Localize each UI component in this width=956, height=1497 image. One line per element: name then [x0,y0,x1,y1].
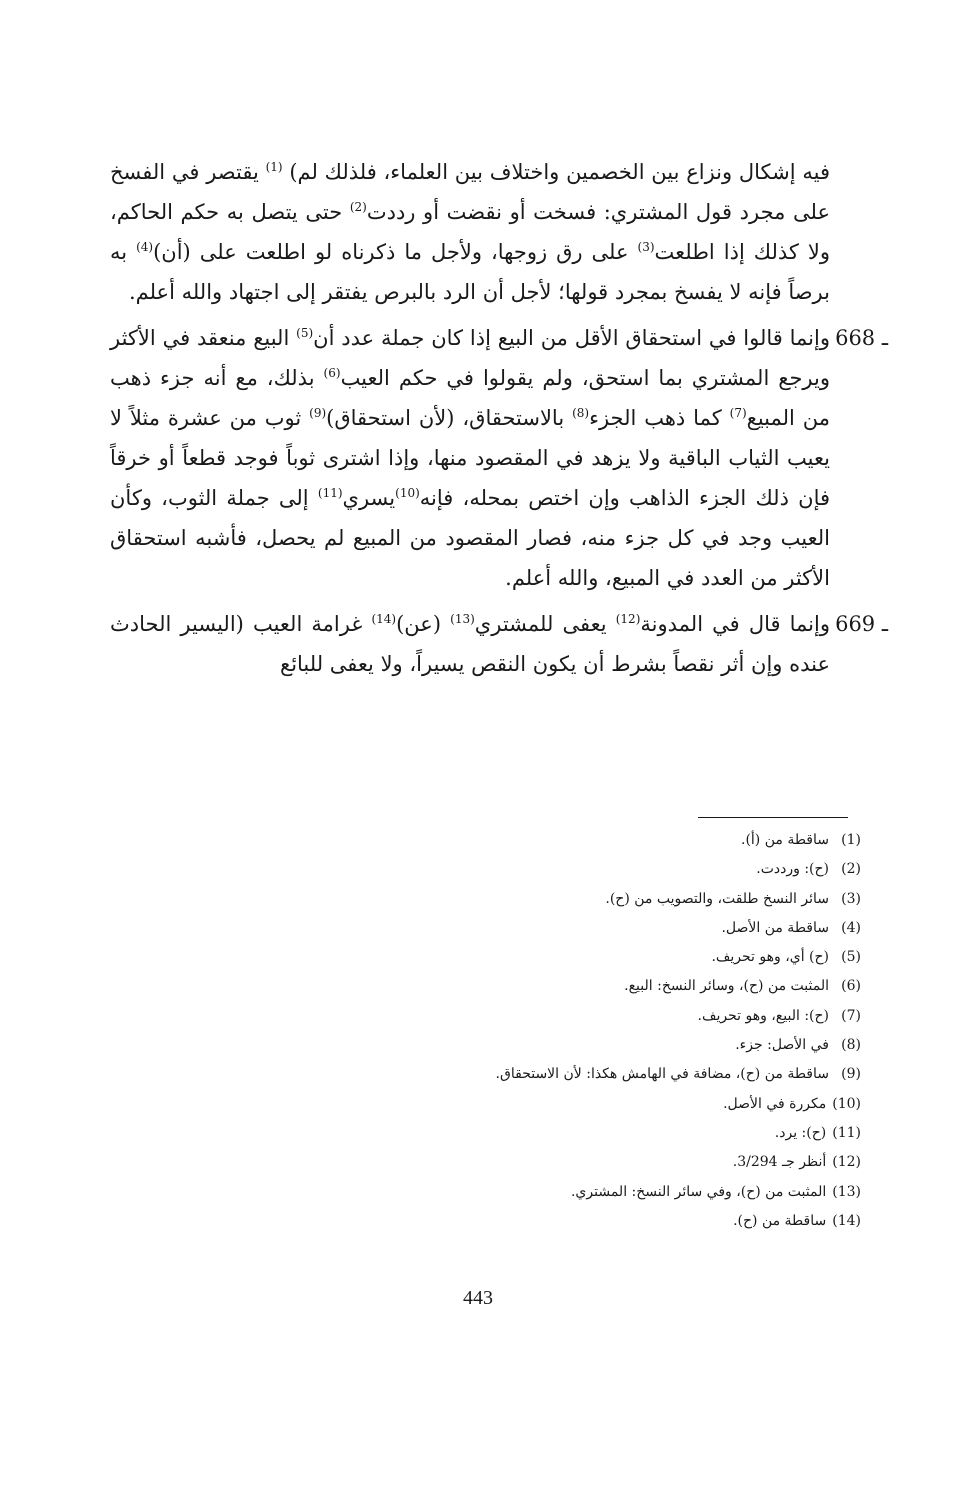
paragraph-text: (عن) [396,612,451,636]
paragraph-number: 668 ـ [835,326,888,350]
footnote-text: أنظر جـ 3/294. [732,1154,827,1171]
footnote-number: (9) [841,1066,861,1083]
paragraph-text: حتى يتصل به حكم الحاكم، ولا كذلك إذا اطلعت [110,200,830,264]
footnote-item [361,1090,861,1119]
paragraph-text: وإنما قال في المدونة [640,612,830,636]
footnote-number: (7) [841,1007,861,1024]
paragraph-text: به برصاً فإنه لا يفسخ بمجرد قولها؛ لأجل أن الرد بالبرص يفتقر إلى اجتهاد والله أعلم. [110,240,830,304]
footnote-ref[interactable]: (13) [450,612,475,626]
paragraph-text: إلى جملة الثوب، وكأن العيب وجد في كل جزء منه، فصار المقصود من المبيع لم يحصل، فأشبه استحقاق الأكثر من العدد في المبيع، والله أعلم. [110,486,830,590]
footnote-text: المثبت من (ح)، وفي سائر النسخ: المشتري. [570,1183,827,1200]
footnote-item [361,1060,861,1089]
footnote-text: مكررة في الأصل. [723,1095,827,1112]
paragraph [110,152,830,312]
footnote-text: المثبت من (ح)، وسائر النسخ: البيع. [624,978,829,995]
footnote-ref[interactable]: (12) [615,612,641,626]
paragraph-text: غرامة العيب (اليسير الحادث عنده وإن أثر نقصاً بشرط أن يكون النقص يسيراً، ولا يعفى للبائع [110,612,830,676]
paragraph-text: يعفى للمشتري [474,612,616,636]
main-text-body [110,152,888,690]
footnote-number: (10) [832,1095,861,1112]
footnote-item [361,855,861,884]
footnote-text: سائر النسخ طلقت، والتصويب من (ح). [605,890,829,907]
footnote-text: ساقطة من (أ). [741,832,829,848]
footnote-item [361,1178,861,1207]
footnote-item [361,885,861,914]
paragraph-text: على رق زوجها، ولأجل ما ذكرناه لو اطلعت على (أن) [153,240,638,264]
footnote-item [361,914,861,943]
footnote-item [361,943,861,972]
footnote-ref[interactable]: (9) [309,406,327,420]
paragraph-text: يقتصر في الفسخ على مجرد قول المشتري: فسخت أو نقضت أو رددت [110,160,830,224]
paragraph [110,604,888,684]
footnote-number: (6) [841,978,861,995]
paragraph-text: ثوب من عشرة مثلاً لا يعيب الثياب الباقية ولا يزهد في المقصود منها، وإذا اشترى ثوباً فوجد قطعاً أو خرقاً فإن ذلك الجزء الذاهب وإن اختص بمحله، فإنه [110,406,831,510]
footnote-ref[interactable]: (10) [395,486,420,500]
paragraph-text: بذلك، مع أنه جزء ذهب من المبيع [110,366,830,430]
footnote-number: (11) [832,1124,861,1141]
footnote-ref[interactable]: (3) [637,240,655,254]
footnote-number: (3) [841,890,861,907]
footnote-text: ساقطة من الأصل. [721,919,829,936]
footnote-text: ساقطة من (ح). [733,1212,827,1229]
footnote-divider [698,817,848,818]
footnote-number: (2) [841,861,861,878]
footnote-number: (8) [841,1037,861,1054]
paragraph-text: فيه إشكال ونزاع بين الخصمين واختلاف بين العلماء، فلذلك لم) [282,160,830,184]
footnote-item [361,972,861,1001]
footnotes-list [361,826,861,1236]
footnote-text: (ح): يرد. [774,1124,827,1141]
footnote-item [361,1031,861,1060]
paragraph-text: بالاستحقاق، (لأن استحقاق) [326,406,573,430]
footnote-ref[interactable]: (5) [296,326,314,340]
footnote-text: (ح): البيع، وهو تحريف. [697,1007,829,1024]
footnote-number: (12) [832,1154,861,1171]
footnote-text: في الأصل: جزء. [735,1037,829,1054]
footnote-item [361,1148,861,1177]
footnote-ref[interactable]: (4) [136,240,154,254]
footnote-item [361,1119,861,1148]
footnote-ref[interactable]: (14) [371,612,397,626]
footnote-item [361,1002,861,1031]
footnote-text: ساقطة من (ح)، مضافة في الهامش هكذا: لأن الاستحقاق. [495,1066,829,1083]
footnote-ref[interactable]: (6) [323,366,341,380]
footnote-number: (4) [841,919,861,936]
footnote-number: (5) [841,949,861,966]
footnote-ref[interactable]: (8) [572,406,590,420]
footnote-ref[interactable]: (11) [317,486,343,500]
footnote-text: (ح): ورددت. [756,861,829,878]
paragraph-text: يسري [342,486,396,510]
page-number: 443 [463,1287,493,1309]
paragraph-text: وإنما قالوا في استحقاق الأقل من البيع إذا كان جملة عدد أن [313,326,831,350]
footnote-number: (14) [832,1212,861,1229]
paragraph-text: كما ذهب الجزء [589,406,730,430]
footnote-number: (13) [832,1183,861,1200]
paragraph-text: البيع منعقد في الأكثر ويرجع المشتري بما استحق، ولم يقولوا في حكم العيب [110,326,830,390]
footnote-item [361,826,861,855]
footnote-ref[interactable]: (2) [349,200,367,214]
paragraph-number: 669 ـ [835,612,888,636]
paragraph [110,318,888,598]
footnote-item [361,1207,861,1236]
footnote-number: (1) [841,832,861,848]
footnote-text: (ح) أي، وهو تحريف. [711,949,829,966]
footnote-ref[interactable]: (1) [265,160,283,174]
footnote-ref[interactable]: (7) [729,406,747,420]
